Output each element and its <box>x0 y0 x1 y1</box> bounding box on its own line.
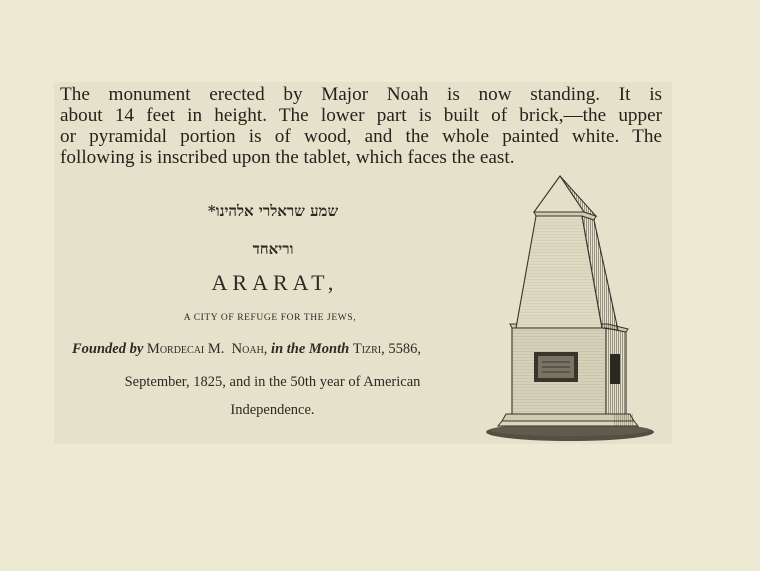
inscription-subtitle: A CITY OF REFUGE FOR THE JEWS, <box>183 313 357 323</box>
founded-by-text: Founded by <box>72 341 144 357</box>
paragraph-line: about 14 feet in height. The lower part is built of brick,—the upper <box>60 105 662 126</box>
hebrew-inscription-line-2: וריאחד <box>252 240 294 258</box>
paragraph-line: or pyramidal portion is of wood, and the whole painted white. The <box>60 126 662 147</box>
founded-line <box>72 341 492 358</box>
independence-line: Independence. <box>230 402 315 418</box>
paragraph-line: following is inscribed upon the tablet, which faces the east. <box>60 147 515 168</box>
in-the-month-text: in the Month <box>271 341 350 357</box>
founder-first-name: Mordecai M. <box>146 341 225 357</box>
month-name: Tizri, <box>352 341 385 357</box>
monument-engraving <box>484 174 656 446</box>
hebrew-year: 5586, <box>388 341 422 357</box>
description-paragraph <box>60 84 662 168</box>
date-line: September, 1825, and in the 50th year of American <box>124 374 421 390</box>
hebrew-inscription-line-1: שמע שראלרי אלהינו* <box>207 202 339 220</box>
paragraph-line: The monument erected by Major Noah is now standing. It is <box>60 84 662 105</box>
founder-last-name: Noah, <box>231 341 268 357</box>
inscription-title: ARARAT, <box>211 270 339 295</box>
